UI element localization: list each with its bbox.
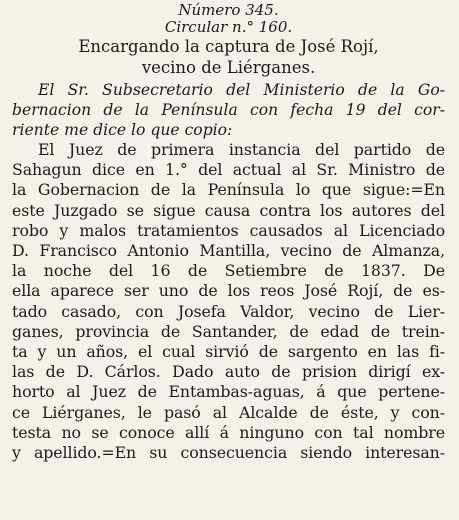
body-line: testa no se conoce allí á ninguno con tal nombre: [12, 422, 445, 442]
document-subtitle: vecino de Liérganes.: [141, 58, 316, 77]
intro-paragraph: [12, 80, 445, 140]
body-line: las de D. Cárlos. Dado auto de prision dirigí ex-: [12, 362, 445, 382]
body-line: El Juez de primera instancia del partido de: [38, 140, 445, 159]
body-line: este Juzgado se sigue causa contra los autores del: [12, 200, 445, 220]
body-line: D. Francisco Antonio Mantilla, vecino de Almanza,: [12, 241, 445, 261]
body-line: y apellido.=En su consecuencia siendo interesan-: [12, 443, 445, 463]
body-line: horto al Juez de Entambas-aguas, á que pertene-: [12, 382, 445, 402]
body-line: Sahagun dice en 1.° del actual al Sr. Ministro de: [12, 160, 445, 180]
body-line: la Gobernacion de la Península lo que sigue:=En: [12, 180, 445, 200]
body-line: tado casado, con Josefa Valdor, vecino de Lier-: [12, 301, 445, 321]
document-number: Número 345.: [178, 1, 279, 19]
body-line: la noche del 16 de Setiembre de 1837. De: [12, 261, 445, 281]
intro-line: riente me dice lo que copio:: [12, 121, 233, 139]
body-line: ella aparece ser uno de los reos José Rojí, de es-: [12, 281, 445, 301]
circular-number: Circular n.° 160.: [164, 18, 293, 36]
document-title: Encargando la captura de José Rojí,: [78, 37, 379, 56]
body-line: robo y malos tratamientos causados al Licenciado: [12, 220, 445, 240]
intro-line: bernacion de la Península con fecha 19 del cor-: [12, 101, 445, 119]
body-line: ce Liérganes, le pasó al Alcalde de éste, y con-: [12, 402, 445, 422]
body-paragraph: [12, 140, 445, 463]
intro-line: El Sr. Subsecretario del Ministerio de la Go-: [38, 81, 445, 99]
body-line: ta y un años, el cual sirvió de sargento en las fi-: [12, 342, 445, 362]
body-line: ganes, provincia de Santander, de edad de trein-: [12, 321, 445, 341]
